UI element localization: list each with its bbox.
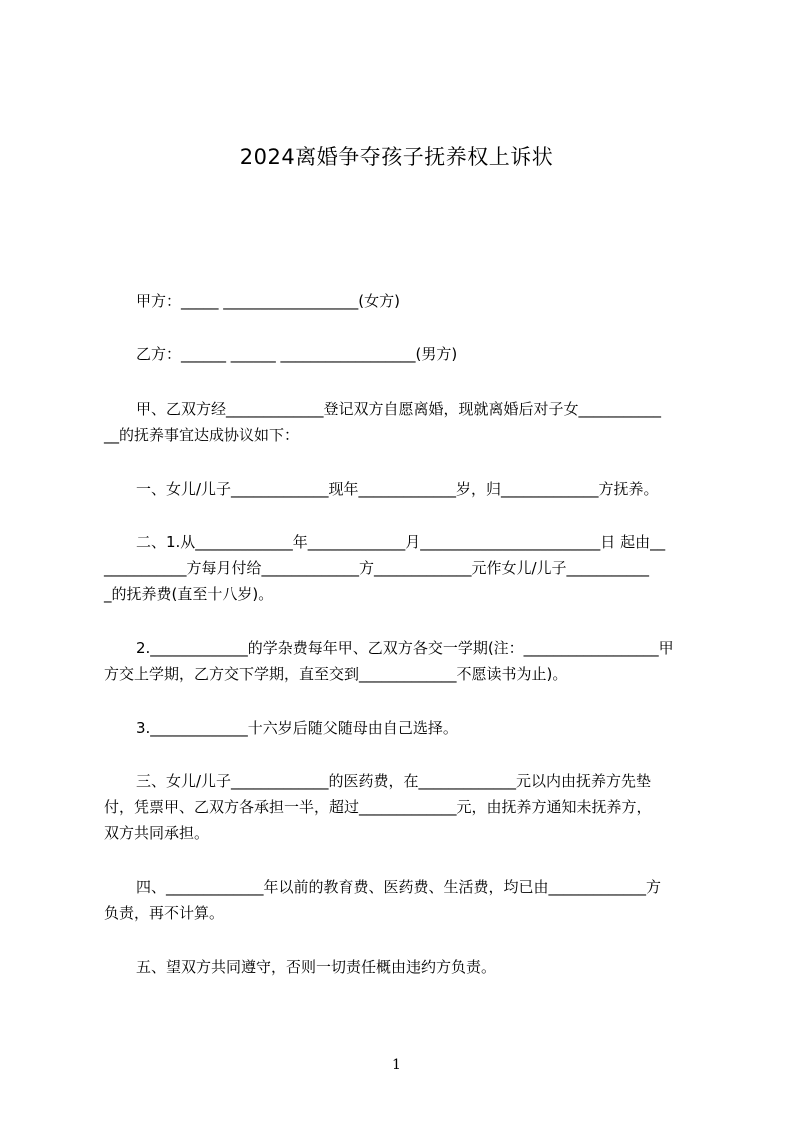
party-b-line: 乙方：______ ______ __________________(男方) xyxy=(136,345,458,363)
clause-2-3: 3._____________十六岁后随父随母由自己选择。 xyxy=(136,719,458,737)
clause-5: 五、望双方共同遵守，否则一切责任概由违约方负责。 xyxy=(136,958,497,976)
clause-1: 一、女儿/儿子_____________现年_____________岁，归_____________方抚养。 xyxy=(136,480,659,498)
intro-line-2: __的抚养事宜达成协议如下： xyxy=(104,426,300,444)
clause-4-line-1: 四、_____________年以前的教育费、医药费、生活费，均已由_____________方 xyxy=(136,878,662,896)
page-number: 1 xyxy=(392,1057,401,1073)
clause-2-2-line-2: 方交上学期，乙方交下学期，直至交到_____________不愿读书为止)。 xyxy=(104,665,568,683)
clause-3-line-1: 三、女儿/儿子_____________的医药费，在_____________元以内由抚养方先垫 xyxy=(136,772,652,790)
party-a-line: 甲方：_____ __________________(女方) xyxy=(136,292,400,310)
clause-3-line-2: 付，凭票甲、乙双方各承担一半，超过_____________元，由抚养方通知未抚养方， xyxy=(104,798,652,816)
clause-2-1-line-1: 二、1.从_____________年_____________月________________________日 起由__ xyxy=(136,533,666,551)
clause-2-1-line-3: _的抚养费(直至十八岁)。 xyxy=(104,585,274,603)
document-title: 2024离婚争夺孩子抚养权上诉状 xyxy=(239,145,554,169)
intro-line-1: 甲、乙双方经_____________登记双方自愿离婚，现就离婚后对子女___________ xyxy=(136,400,662,418)
clause-2-2-line-1: 2._____________的学杂费每年甲、乙双方各交一学期(注：__________________甲 xyxy=(136,639,674,657)
clause-4-line-2: 负责，再不计算。 xyxy=(104,904,225,922)
clause-2-1-line-2: ___________方每月付给_____________方_____________元作女儿/儿子___________ xyxy=(104,559,650,577)
clause-3-line-3: 双方共同承担。 xyxy=(104,824,210,842)
